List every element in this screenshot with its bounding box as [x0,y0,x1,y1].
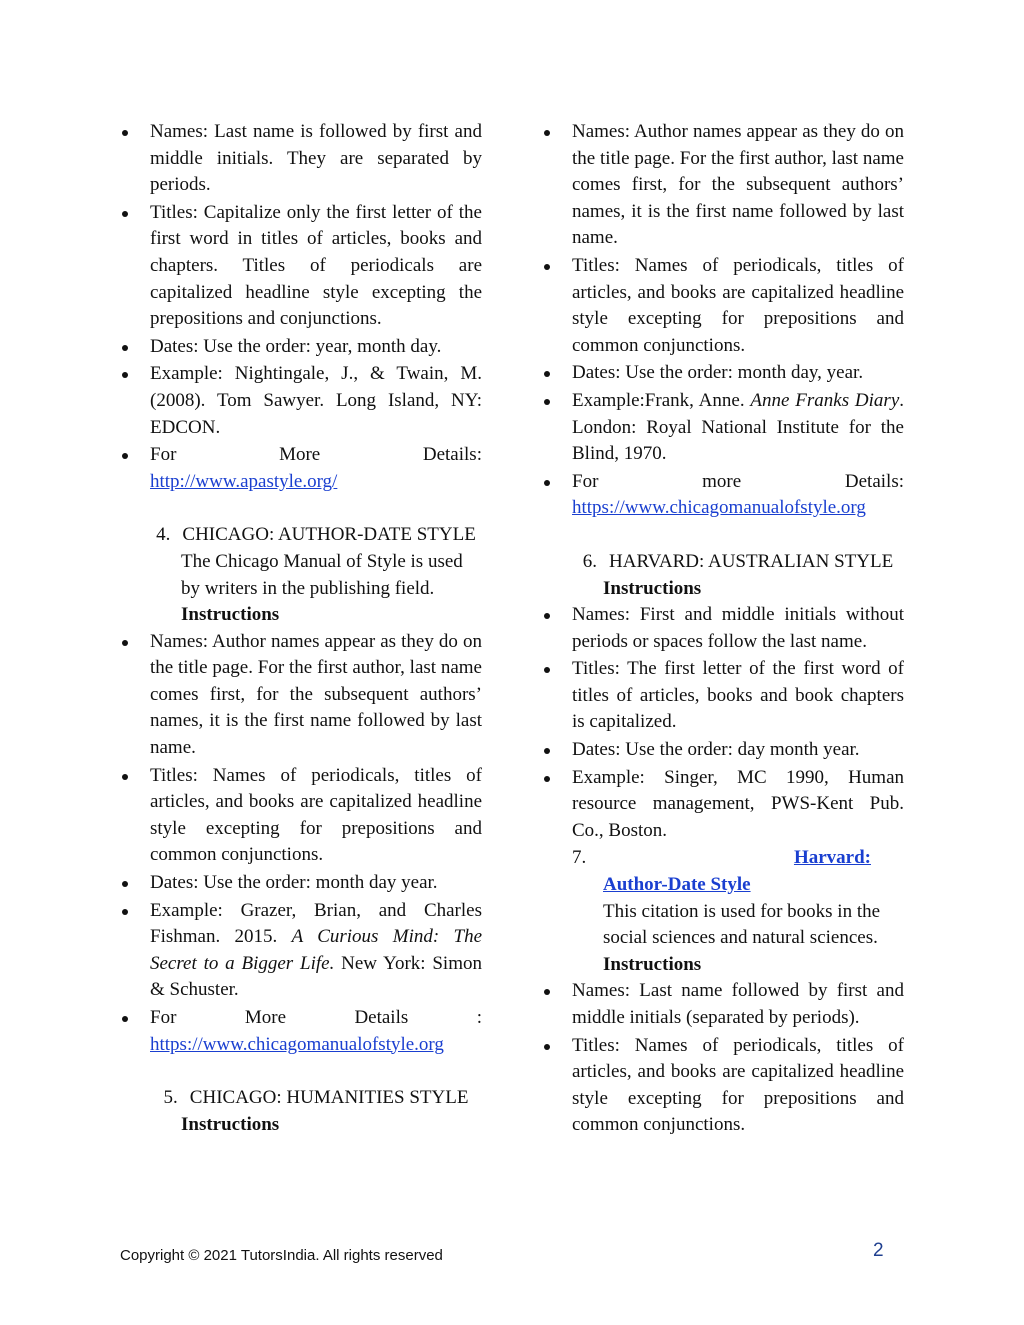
hum-more-b: more [702,470,742,492]
au-dates: Dates: Use the order: day month year. [536,737,904,764]
apa-more-c: Details: [422,444,482,466]
section7-heading [536,845,904,872]
apa-more-details [114,442,482,495]
section7-instructions: Instructions [603,953,702,975]
ch-example-post: New York: Simon & Schuster. [150,952,482,1001]
ch-example [114,898,482,1004]
hum-example-italic: Anne Franks Diary [750,389,900,411]
au-names: Names: First and middle initials without periods or spaces follow the last name. [536,602,904,655]
hum-example-pre: Example:Frank, Anne. [572,389,745,411]
section7-title-link-a[interactable]: Harvard: [793,847,871,869]
section4-intro: The Chicago Manual of Style is used by writers in the publishing field. [181,550,463,599]
apa-more-b: More [279,444,321,466]
chicago-author-date-list [114,629,482,1059]
hd-names: Names: Last name followed by first and middle initials (separated by periods). [536,978,904,1031]
page-number: 2 [873,1240,884,1261]
ch-more-c: Details [354,1007,409,1028]
hum-more-c: Details: [844,470,904,492]
ch-more-b: More [244,1007,286,1028]
au-titles: Titles: The first letter of the first word of titles of articles, books and book chapters is capitalized. [536,656,904,736]
hum-titles: Titles: Names of periodicals, titles of articles, and books are capitalized headline style excepting for prepositions and common conjunctions. [536,253,904,359]
section6-instructions: Instructions [603,577,702,599]
hum-more-a: For [572,470,599,492]
left-column [114,119,482,1138]
ch-more-details [114,1005,482,1058]
ch-more-d: : [476,1007,482,1028]
footer-copyright: Copyright © 2021 TutorsIndia. All rights reserved [120,1247,443,1264]
section7-title-link-b[interactable]: Author-Date Style [603,874,751,896]
hd-titles: Titles: Names of periodicals, titles of articles, and books are capitalized headline style excepting for prepositions and common conjunctions. [536,1033,904,1139]
section5-instructions: Instructions [181,1113,280,1135]
section6-heading [536,549,904,576]
hum-example-post: . London: Royal National Institute for the Blind, 1970. [572,389,904,465]
hum-more-details [536,469,904,522]
hum-example [536,388,904,468]
ch-example-pre: Example: Grazer, Brian, and Charles Fishman. 2015. [150,899,482,948]
ch-titles: Titles: Names of periodicals, titles of articles, and books are capitalized headline style excepting for prepositions and common conjunctions. [114,763,482,869]
section5-title: CHICAGO: HUMANITIES STYLE [189,1087,469,1109]
ch-more-a: For [150,1007,177,1028]
section4-heading [114,522,482,549]
chicago-humanities-list [536,119,904,522]
hum-url-link[interactable]: https://www.chicagomanualofstyle.org [572,497,866,519]
harvard-australian-list [536,602,904,844]
section5-heading [114,1085,482,1112]
apa-names: Names: Last name is followed by first and middle initials. They are separated by periods. [114,119,482,199]
harvard-author-date-list [536,978,904,1139]
hum-names: Names: Author names appear as they do on the title page. For the first author, last name comes first, for the subsequent authors’ names, it is the first name followed by last name. [536,119,904,252]
ch-names: Names: Author names appear as they do on the title page. For the first author, last name comes first, for the subsequent authors’ names, it is the first name followed by last name. [114,629,482,762]
ch-url-link[interactable]: https://www.chicagomanualofstyle.org [150,1033,444,1055]
section4-instructions: Instructions [181,604,280,626]
apa-url-link[interactable]: http://www.apastyle.org/ [150,470,338,492]
section7-number: 7. [572,847,587,869]
right-column [536,119,904,1140]
apa-more-a: For [150,444,177,466]
apa-dates: Dates: Use the order: year, month day. [114,334,482,361]
hum-dates: Dates: Use the order: month day, year. [536,360,904,387]
section6-number: 6. [582,550,598,572]
section6-title: HARVARD: AUSTRALIAN STYLE [609,550,894,572]
apa-titles: Titles: Capitalize only the first letter of the first word in titles of articles, books and chapters. Titles of periodicals are capitalized headline style excepting the prepositions and conjunctions. [114,200,482,333]
ch-dates: Dates: Use the order: month day year. [114,870,482,897]
apa-example: Example: Nightingale, J., & Twain, M. (2008). Tom Sawyer. Long Island, NY: EDCON. [114,361,482,441]
section7-intro: This citation is used for books in the social sciences and natural sciences. [603,900,881,949]
section4-title: CHICAGO: AUTHOR-DATE STYLE [182,524,476,546]
au-example: Example: Singer, MC 1990, Human resource management, PWS-Kent Pub. Co., Boston. [536,765,904,845]
ch-example-italic: A Curious Mind: The Secret to a Bigger Life. [150,926,483,974]
section4-number: 4. [156,524,171,546]
apa-list [114,119,482,495]
section5-number: 5. [163,1087,178,1109]
